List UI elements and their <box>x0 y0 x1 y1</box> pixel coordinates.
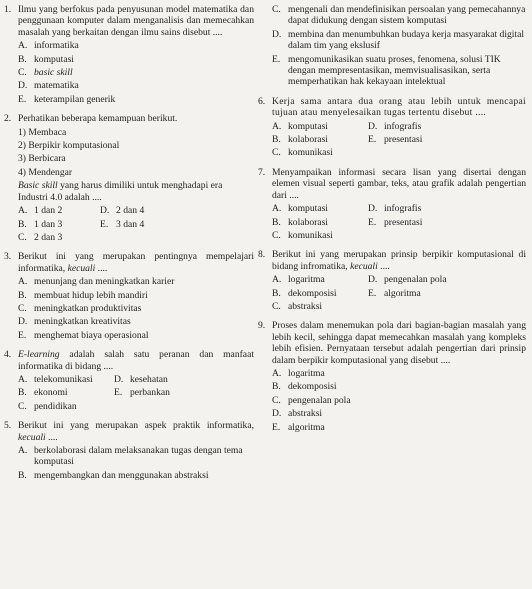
question-8 <box>258 249 526 312</box>
option-list <box>272 4 526 88</box>
option-list <box>272 274 526 312</box>
option-d[interactable]: D. meningkatkan kreativitas <box>18 316 131 328</box>
option-c[interactable]: C. abstraksi <box>272 300 323 312</box>
option-c[interactable]: C. meningkatkan produktivitas <box>18 302 142 314</box>
option-d[interactable]: D. infografis <box>368 120 422 132</box>
option-e[interactable]: E. mengomunikasikan suatu proses, fenomena, solusi TIK dengan mempresentasikan, memvisualisasikan, serta memperhatikan hak kekayaan intelektual <box>272 53 501 88</box>
option-list <box>272 203 526 241</box>
option-list <box>18 40 254 105</box>
option-e[interactable]: E. 3 dan 4 <box>100 218 145 230</box>
option-d[interactable]: D. matematika <box>18 80 79 92</box>
question-5-continued <box>258 4 526 88</box>
option-c[interactable]: C. komunikasi <box>272 229 333 241</box>
question-1 <box>4 4 254 105</box>
option-c[interactable]: C. pengenalan pola <box>272 394 351 406</box>
question-6 <box>258 96 526 159</box>
option-e[interactable]: E. menghemat biaya operasional <box>18 329 149 341</box>
option-list <box>18 374 254 412</box>
option-c[interactable]: C. mengenali dan mendefinisikan persoalan yang pemecahannya dapat didukung dengan sistem komputasi <box>272 4 526 27</box>
question-5 <box>4 420 254 481</box>
option-a[interactable]: A. komputasi <box>272 120 328 132</box>
option-b[interactable]: B. mengembangkan dan menggunakan abstraksi <box>18 469 209 481</box>
list-item: 2) Berpikir komputasional <box>18 140 120 152</box>
option-b[interactable]: B. kolaborasi <box>272 134 328 146</box>
option-d[interactable]: D. kesehatan <box>114 373 168 385</box>
item-list <box>18 127 254 179</box>
question-text: Proses dalam menemukan pola dari bagian-bagian masalah yang lebih kecil, sehingga dapat memecahkan masalah yang kompleks lebih efisien. Pernyataan tersebut adalah pengertian dari prinsip dalam berpikir komputasional yang disebut .... <box>272 320 526 366</box>
option-e[interactable]: E. presentasi <box>368 134 423 146</box>
question-text: Ilmu yang berfokus pada penyusunan model matematika dan penggunaan komputer dalam menganalisis dan memecahkan masalah yang berkaitan dengan ilmu sains disebut .... <box>18 4 254 38</box>
option-b[interactable]: B. kolaborasi <box>272 216 328 228</box>
question-text: Perhatikan beberapa kemampuan berikut. <box>18 113 178 125</box>
question-3 <box>4 251 254 341</box>
option-b[interactable]: B. dekomposisi <box>272 287 337 299</box>
question-number: 1. <box>4 4 12 15</box>
question-number: 3. <box>4 251 12 263</box>
question-number: 7. <box>258 166 266 178</box>
option-b[interactable]: B. 1 dan 3 <box>18 218 63 230</box>
option-a[interactable]: A. berkolaborasi dalam melaksanakan tugas dengan tema komputasi <box>18 445 243 468</box>
option-c[interactable]: C. basic skill <box>18 67 73 79</box>
option-c[interactable]: C. 2 dan 3 <box>18 231 63 243</box>
option-a[interactable]: A. 1 dan 2 <box>18 205 63 217</box>
option-a[interactable]: A. logaritma <box>272 367 325 379</box>
option-d[interactable]: D. abstraksi <box>272 408 323 420</box>
option-list <box>272 368 526 433</box>
question-9 <box>258 320 526 433</box>
list-item: 1) Membaca <box>18 126 67 138</box>
question-number: 9. <box>258 320 266 332</box>
question-2 <box>4 113 254 243</box>
option-d[interactable]: D. membina dan menumbuhkan budaya kerja masyarakat digital dalam tim yang ekslusif <box>272 28 525 52</box>
option-a[interactable]: A. menunjang dan meningkatkan karier <box>18 276 175 288</box>
question-text: Berikut ini yang merupakan aspek praktik informatika, kecuali .... <box>18 420 254 443</box>
option-b[interactable]: B. komputasi <box>18 53 74 65</box>
question-text: Berikut ini yang merupakan prinsip berpikir komputasional di bidang infromatika, kecuali .... <box>272 249 526 272</box>
option-list <box>18 205 254 243</box>
option-e[interactable]: E. presentasi <box>368 216 423 228</box>
option-list <box>18 445 254 481</box>
option-b[interactable]: B. ekonomi <box>18 387 68 399</box>
list-item: 4) Mendengar <box>18 166 73 178</box>
question-text: Berikut ini yang merupakan pentingnya mempelajari informatika, kecuali .... <box>18 251 254 274</box>
right-column <box>258 4 526 441</box>
question-text: Kerja sama antara dua orang atau lebih untuk mencapai tujuan atau menyelesaikan tugas tertentu disebut .... <box>272 95 526 119</box>
list-item: 3) Berbicara <box>18 153 66 165</box>
option-b[interactable]: B. dekomposisi <box>272 381 337 393</box>
question-number: 5. <box>4 420 12 432</box>
option-a[interactable]: A. informatika <box>18 40 79 52</box>
option-c[interactable]: C. pendidikan <box>18 400 77 412</box>
option-c[interactable]: C. komunikasi <box>272 147 333 159</box>
option-a[interactable]: A. telekomunikasi <box>18 373 93 385</box>
option-e[interactable]: E. algoritma <box>368 287 421 299</box>
question-text: E-learning adalah salah satu peranan dan manfaat informatika di bidang .... <box>18 349 254 372</box>
question-number: 8. <box>258 249 266 261</box>
question-number: 2. <box>4 113 12 125</box>
option-e[interactable]: E. keterampilan generik <box>18 93 116 105</box>
question-number: 6. <box>258 95 266 107</box>
question-prompt: Basic skill yang harus dimiliki untuk menghadapi era Industri 4.0 adalah .... <box>18 180 223 203</box>
option-a[interactable]: A. komputasi <box>272 203 328 215</box>
left-column <box>4 4 254 489</box>
question-4 <box>4 349 254 412</box>
question-text: Menyampaikan informasi secara lisan yang disertai dengan elemen visual seperti gambar, teks, atau grafik adalah pengertian dari .... <box>272 166 526 201</box>
question-7 <box>258 167 526 241</box>
question-number: 4. <box>4 349 12 361</box>
option-a[interactable]: A. logaritma <box>272 274 325 286</box>
option-b[interactable]: B. membuat hidup lebih mandiri <box>18 289 148 301</box>
option-d[interactable]: D. pengenalan pola <box>368 274 447 286</box>
option-e[interactable]: E. perbankan <box>114 387 170 399</box>
option-d[interactable]: D. 2 dan 4 <box>100 205 145 217</box>
option-d[interactable]: D. infografis <box>368 203 422 215</box>
option-list <box>272 121 526 159</box>
option-list <box>18 276 254 341</box>
option-e[interactable]: E. algoritma <box>272 421 325 433</box>
